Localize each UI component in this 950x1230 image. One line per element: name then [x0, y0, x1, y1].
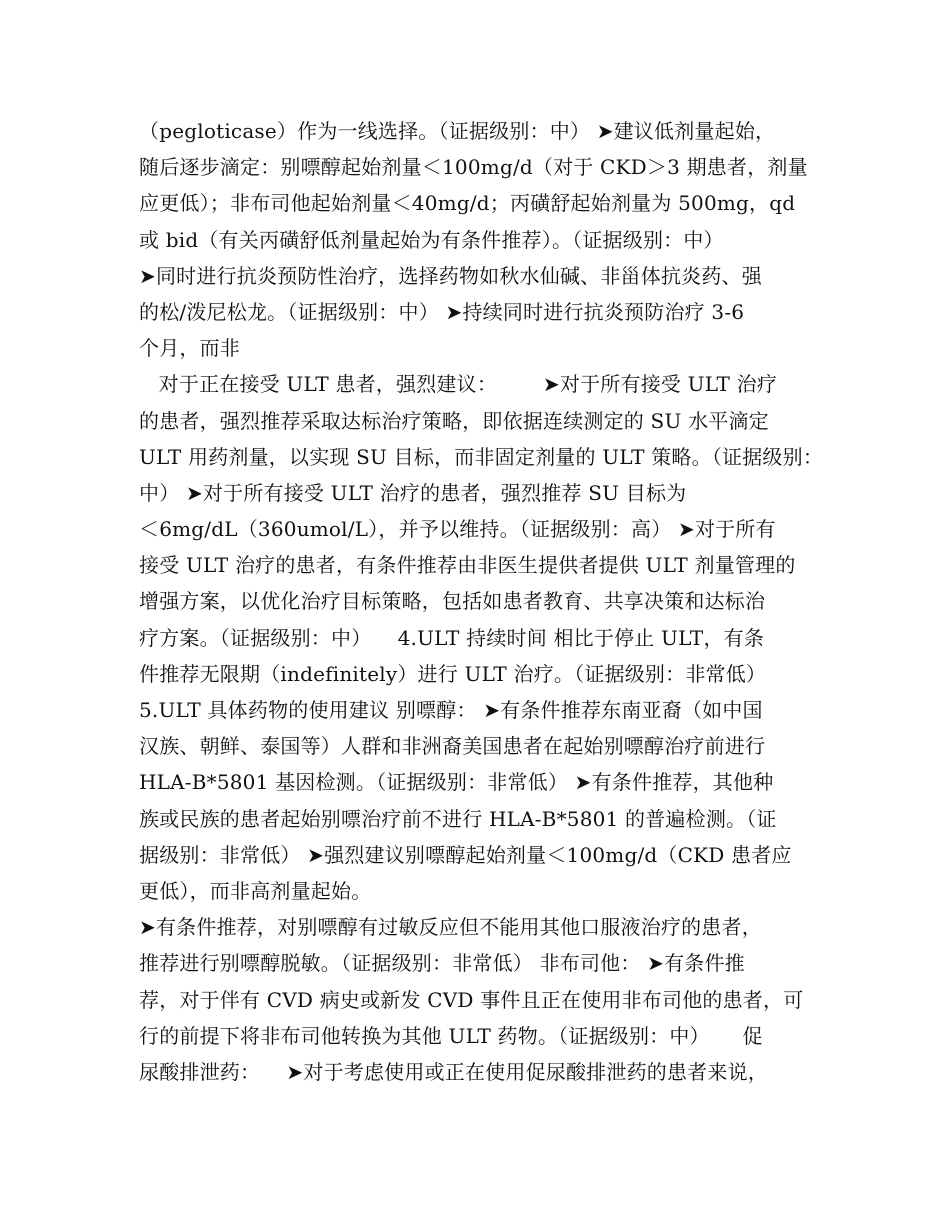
text-line: 5.ULT 具体药物的使用建议 别嘌醇： ➤有条件推荐东南亚裔（如中国 — [139, 698, 763, 722]
text-line: 据级别：非常低） ➤强烈建议别嘌醇起始剂量＜100mg/d（CKD 患者应 — [139, 842, 792, 867]
text-line: 行的前提下将非布司他转换为其他 ULT 药物。（证据级别：中） 促 — [139, 1023, 763, 1048]
text-line: 件推荐无限期（indefinitely）进行 ULT 治疗。（证据级别：非常低） — [139, 661, 767, 686]
text-line: 的松/泼尼松龙。（证据级别：中） ➤持续同时进行抗炎预防治疗 3-6 — [139, 299, 745, 324]
text-line: 荐，对于伴有 CVD 病史或新发 CVD 事件且正在使用非布司他的患者，可 — [139, 987, 804, 1012]
text-line: 接受 ULT 治疗的患者，有条件推荐由非医生提供者提供 ULT 剂量管理的 — [139, 553, 796, 578]
text-line: 的患者，强烈推荐采取达标治疗策略，即依据连续测定的 SU 水平滴定 — [139, 408, 769, 433]
text-line: ＜6mg/dL（360umol/L），并予以维持。（证据级别：高） ➤对于所有 — [139, 517, 776, 542]
text-line: （pegloticase）作为一线选择。（证据级别：中） ➤建议低剂量起始， — [139, 119, 776, 143]
text-line: 汉族、朝鲜、泰国等）人群和非洲裔美国患者在起始别嘌醇治疗前进行 — [139, 734, 766, 759]
guideline-text — [139, 113, 824, 1090]
text-line: 更低），而非高剂量起始。 — [139, 878, 372, 903]
text-line: 或 bid（有关丙磺舒低剂量起始为有条件推荐）。（证据级别：中） — [139, 227, 724, 252]
text-line: 随后逐步滴定：别嘌醇起始剂量＜100mg/d（对于 CKD＞3 期患者，剂量 — [139, 155, 808, 180]
text-line: ➤同时进行抗炎预防性治疗，选择药物如秋水仙碱、非甾体抗炎药、强 — [139, 263, 762, 288]
text-line: 尿酸排泄药： ➤对于考虑使用或正在使用促尿酸排泄药的患者来说， — [139, 1059, 768, 1084]
text-line: 个月，而非 — [139, 336, 240, 361]
text-line: 推荐进行别嘌醇脱敏。（证据级别：非常低） 非布司他： ➤有条件推 — [139, 951, 745, 976]
text-line: 对于正在接受 ULT 患者，强烈建议： ➤对于所有接受 ULT 治疗 — [139, 372, 778, 397]
text-line: 应更低）；非布司他起始剂量＜40mg/d；丙磺舒起始剂量为 500mg，qd — [139, 191, 796, 216]
text-line: 族或民族的患者起始别嘌治疗前不进行 HLA-B*5801 的普遍检测。（证 — [139, 806, 777, 831]
text-line: ULT 用药剂量，以实现 SU 目标，而非固定剂量的 ULT 策略。（证据级别： — [139, 444, 824, 469]
text-line: HLA-B*5801 基因检测。（证据级别：非常低） ➤有条件推荐，其他种 — [139, 770, 774, 795]
text-line: 增强方案，以优化治疗目标策略，包括如患者教育、共享决策和达标治 — [139, 589, 766, 614]
text-line: 中） ➤对于所有接受 ULT 治疗的患者，强烈推荐 SU 目标为 — [139, 480, 687, 505]
text-line: 疗方案。（证据级别：中） 4.ULT 持续时间 相比于停止 ULT，有条 — [139, 625, 765, 650]
text-line: ➤有条件推荐，对别嘌醇有过敏反应但不能用其他口服液治疗的患者， — [139, 915, 762, 940]
